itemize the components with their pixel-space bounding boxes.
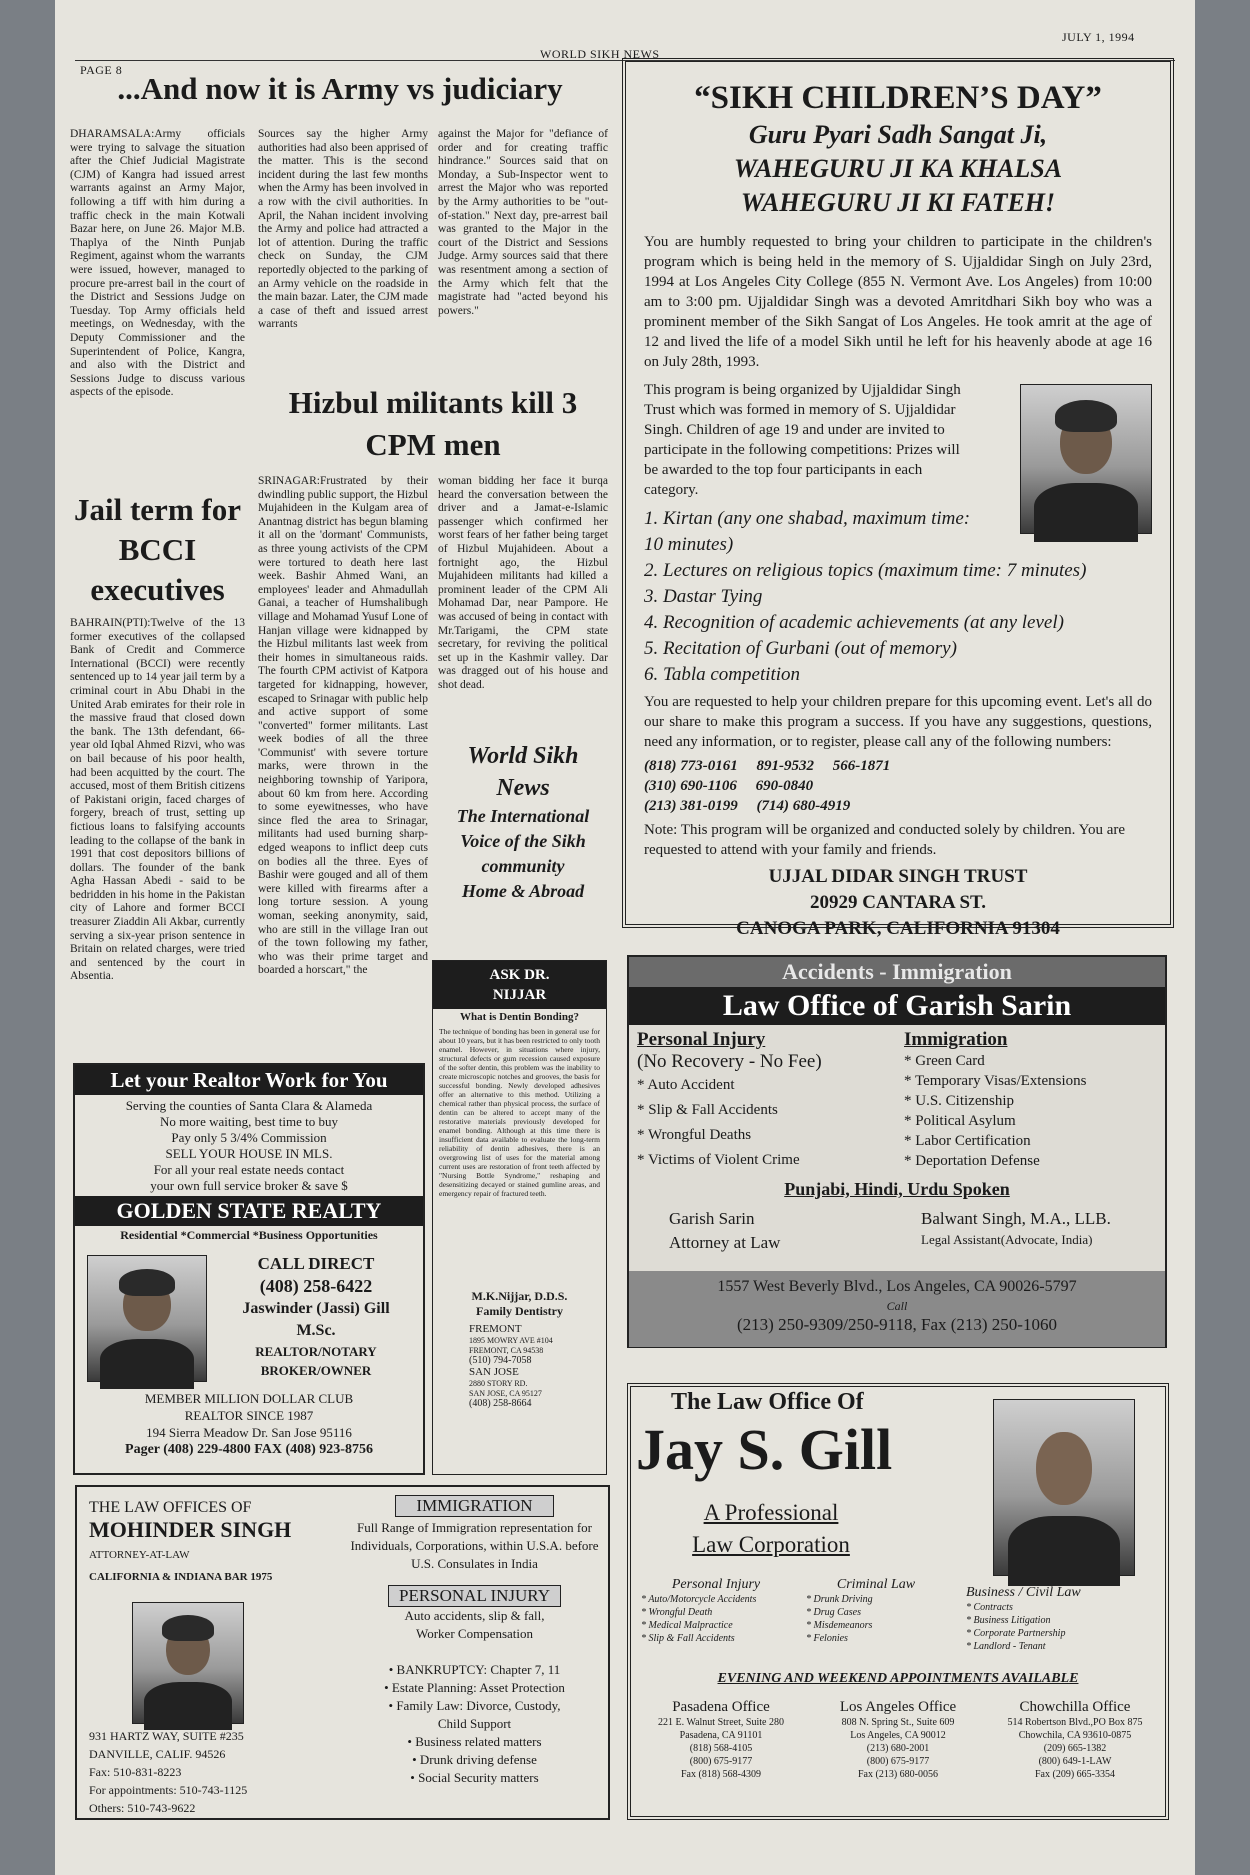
promo-line5: community — [481, 856, 565, 876]
phone-number: 690-0840 — [755, 778, 814, 794]
hizbul-headline: Hizbul militants kill 3 CPM men — [288, 385, 578, 462]
childrens-day-ad — [622, 58, 1174, 939]
sanjose-address1: 2880 STORY RD. — [469, 1379, 528, 1388]
nijjar-title2: NIJJAR — [492, 987, 547, 1003]
army-headline: ...And now it is Army vs judiciary — [117, 71, 563, 106]
sarin-im-item: * Temporary Visas/Extensions — [904, 1073, 1087, 1089]
ujjaldidar-photo — [1020, 384, 1152, 534]
mohinder-pi-text1: Auto accidents, slip & fall, — [404, 1608, 545, 1623]
office-address: 221 E. Walnut Street, Suite 280 — [658, 1717, 784, 1728]
office-city: Pasadena, CA 91101 — [679, 1730, 763, 1741]
realty-line: your own full service broker & save $ — [150, 1178, 348, 1193]
gill-bc-item: * Business Litigation — [966, 1615, 1051, 1626]
office-fax: Fax (209) 665-3354 — [1035, 1769, 1115, 1780]
sarin-pi-item: * Victims of Violent Crime — [637, 1152, 800, 1168]
sarin-pi-item: * Wrongful Deaths — [637, 1127, 752, 1143]
realty-line: Serving the counties of Santa Clara & Alameda — [125, 1098, 373, 1113]
office-fax: Fax (213) 680-0056 — [858, 1769, 938, 1780]
sarin-call: Call — [886, 1299, 908, 1313]
mohinder-firm2: MOHINDER SINGH — [89, 1517, 292, 1542]
mohinder-imm-head: IMMIGRATION — [395, 1495, 553, 1517]
sarin-im-head: Immigration — [904, 1029, 1008, 1050]
realty-call: CALL DIRECT — [257, 1254, 375, 1273]
trust-city: CANOGA PARK, CALIFORNIA 91304 — [736, 918, 1060, 939]
competition-item: 2. Lectures on religious topics (maximum time: 7 minutes) — [644, 560, 1087, 581]
gill-pi-item: * Wrongful Death — [641, 1607, 713, 1618]
gill-photo — [993, 1399, 1135, 1576]
office-phone: (213) 680-2001 — [866, 1743, 930, 1754]
gill-sub2: Law Corporation — [692, 1532, 850, 1557]
gill-bc-item: * Contracts — [966, 1602, 1013, 1613]
balwant-role: Legal Assistant(Advocate, India) — [921, 1232, 1093, 1247]
fremont-address2: FREMONT, CA 94538 — [469, 1346, 544, 1355]
sarin-im-item: * U.S. Citizenship — [904, 1093, 1015, 1109]
gill-top: The Law Office Of — [671, 1389, 864, 1415]
realty-since: REALTOR SINCE 1987 — [184, 1408, 314, 1423]
nijjar-question: What is Dentin Bonding? — [460, 1011, 579, 1023]
fremont-address1: 1895 MOWRY AVE #104 — [469, 1336, 553, 1345]
office-phone: (818) 568-4105 — [689, 1743, 753, 1754]
office-name: Los Angeles Office — [839, 1699, 957, 1715]
mohinder-others: Others: 510-743-9622 — [89, 1801, 196, 1815]
office-phone: (800) 675-9177 — [866, 1756, 930, 1767]
mohinder-appt: For appointments: 510-743-1125 — [89, 1783, 248, 1797]
gill-pi-item: * Medical Malpractice — [641, 1620, 733, 1631]
realty-phone: (408) 258-6422 — [259, 1276, 373, 1296]
sarin-pi-item: * Slip & Fall Accidents — [637, 1102, 778, 1118]
page-number: PAGE 8 — [80, 63, 123, 77]
realtor-role1: REALTOR/NOTARY — [255, 1344, 377, 1359]
gill-cl-head: Criminal Law — [836, 1577, 916, 1592]
mohinder-service: • Social Security matters — [410, 1770, 539, 1785]
competition-item: 3. Dastar Tying — [644, 586, 763, 607]
competition-item: 6. Tabla competition — [644, 664, 801, 685]
sarin-languages: Punjabi, Hindi, Urdu Spoken — [784, 1179, 1010, 1199]
phone-number: 566-1871 — [832, 758, 891, 774]
nijjar-text: The technique of bonding has been in general use for about 10 years, but it has been restricted to only tooth enamel. However, in situations where injury, structural defects or gum recession caused exposure of the softer dentin, this problem was the inability to create microscopic notches and grooves, the basis for successful bonding. Newly developed adhesives offer an alternative to this method. Utilizing a chemical rather than physical process, the surface of dentin can be altered to accept many of the restorative materials previously developed for enamel bonding. Although at this time there is insufficient data available to evaluate the long-term reliability of dentin adhesives, there is an overgrowing list of uses for the material among current uses are restoration of front teeth affected by "Nursing Bottle Syndrome," reshaping and desensitizing decayed or stained gumline areas, and emergency repair of fractured teeth. — [439, 1027, 601, 1198]
competition-item: 4. Recognition of academic achievements (at any level) — [644, 612, 1064, 633]
army-text-col2: Sources say the higher Army authorities had also been apprised of the matter. This is the second incident during the last few months when the Army has been involved in a row with the civil authorities. In April, the Nahan incident involving the Army and police had attracted a lot of attention. During the traffic check on Sunday, the CJM reportedly objected to the parking of an Army vehicle on the roadside in the main bazar. Later, the CJM made a case of theft and issued arrest warrants — [258, 128, 428, 331]
office-address: 514 Robertson Blvd.,PO Box 875 — [1007, 1717, 1143, 1728]
realty-club: MEMBER MILLION DOLLAR CLUB — [144, 1391, 354, 1406]
balwant-name: Balwant Singh, M.A., LLB. — [921, 1209, 1111, 1228]
sarin-phone: (213) 250-9309/250-9118, Fax (213) 250-1060 — [737, 1315, 1057, 1334]
mohinder-title: ATTORNEY-AT-LAW — [89, 1549, 190, 1561]
gill-pi-head: Personal Injury — [671, 1577, 761, 1592]
sanjose-label: SAN JOSE — [469, 1366, 519, 1378]
office-fax: Fax (818) 568-4309 — [681, 1769, 761, 1780]
realty-company: GOLDEN STATE REALTY — [75, 1196, 423, 1226]
mohinder-bar: CALIFORNIA & INDIANA BAR 1975 — [89, 1571, 273, 1583]
nijjar-title1: ASK DR. — [489, 967, 550, 983]
phone-number: (714) 680-4919 — [756, 798, 851, 814]
office-name: Pasadena Office — [672, 1699, 770, 1715]
promo-line2: News — [496, 775, 550, 801]
trust-name: UJJAL DIDAR SINGH TRUST — [768, 866, 1028, 887]
mohinder-fax: Fax: 510-831-8223 — [89, 1765, 182, 1779]
promo-line3: The International — [456, 806, 590, 826]
realtor-role2: BROKER/OWNER — [260, 1363, 372, 1378]
gill-pi-item: * Slip & Fall Accidents — [641, 1633, 735, 1644]
childrens-day-title: “SIKH CHILDREN’S DAY” — [694, 80, 1102, 116]
gill-cl-item: * Felonies — [806, 1633, 848, 1644]
trust-street: 20929 CANTARA ST. — [809, 892, 987, 913]
phone-number: 891-9532 — [756, 758, 814, 774]
gill-cl-item: * Drunk Driving — [806, 1594, 873, 1605]
realtor-degree: M.Sc. — [296, 1322, 336, 1339]
gill-ad — [627, 1383, 1169, 1820]
promo-line1: World Sikh — [467, 743, 579, 769]
phone-number: (213) 381-0199 — [644, 798, 738, 814]
sarin-banner: Accidents - Immigration — [629, 957, 1165, 987]
office-name: Chowchilla Office — [1019, 1699, 1131, 1715]
sarin-title: Law Office of Garish Sarin — [629, 987, 1165, 1025]
realty-services: Residential *Commercial *Business Opportunities — [120, 1228, 378, 1242]
sanjose-phone: (408) 258-8664 — [469, 1398, 532, 1409]
issue-date: JULY 1, 1994 — [1062, 30, 1135, 44]
realty-line: SELL YOUR HOUSE IN MLS. — [165, 1146, 333, 1161]
sarin-pi-head: Personal Injury — [637, 1029, 766, 1050]
sarin-address: 1557 West Beverly Blvd., Los Angeles, CA 90026-5797 — [717, 1278, 1077, 1295]
gill-office-pasadena — [636, 1699, 806, 1781]
realty-line: For all your real estate needs contact — [153, 1162, 345, 1177]
realty-banner: Let your Realtor Work for You — [75, 1065, 423, 1095]
mohinder-addr1: 931 HARTZ WAY, SUITE #235 — [89, 1729, 244, 1743]
mohinder-photo — [132, 1602, 244, 1724]
paper-name: WORLD SIKH NEWS — [540, 47, 660, 61]
office-address: 808 N. Spring St., Suite 609 — [841, 1717, 955, 1728]
mohinder-service: • BANKRUPTCY: Chapter 7, 11 — [388, 1662, 561, 1677]
realtor-name: Jaswinder (Jassi) Gill — [242, 1300, 390, 1317]
nijjar-doctor: M.K.Nijjar, D.D.S. — [471, 1289, 568, 1303]
mohinder-service: • Estate Planning: Asset Protection — [384, 1680, 565, 1695]
competition-item: 5. Recitation of Gurbani (out of memory) — [644, 638, 957, 659]
sarin-ad — [627, 955, 1167, 1348]
mohinder-service: • Family Law: Divorce, Custody, — [388, 1698, 561, 1713]
phone-number: (818) 773-0161 — [644, 758, 738, 774]
realty-ad — [73, 1063, 425, 1475]
sarin-pi-item: * Auto Accident — [637, 1077, 735, 1093]
childrens-day-organized: This program is being organized by Ujjaldidar Singh Trust which was formed in memory of S. Ujjaldidar Singh. Children of age 19 and under are invited to participate in the following competitions: Prizes will be awarded to the top four participants in each category. — [644, 382, 961, 498]
phone-number: (310) 690-1106 — [644, 778, 737, 794]
gill-pi-item: * Auto/Motorcycle Accidents — [641, 1594, 757, 1605]
sarin-name: Garish Sarin — [669, 1209, 755, 1228]
gill-cl-item: * Misdemeanors — [806, 1620, 873, 1631]
sarin-im-item: * Deportation Defense — [904, 1153, 1040, 1169]
greeting-1: Guru Pyari Sadh Sangat Ji, — [748, 120, 1048, 149]
gill-sub1: A Professional — [703, 1500, 839, 1525]
gill-name: Jay S. Gill — [636, 1417, 893, 1482]
mohinder-pi-head: PERSONAL INJURY — [388, 1585, 561, 1607]
competition-item: 1. Kirtan (any one shabad, maximum time: 10 minutes) — [644, 508, 971, 555]
mohinder-firm1: THE LAW OFFICES OF — [89, 1499, 252, 1516]
greeting-2: WAHEGURU JI KA KHALSA — [733, 154, 1063, 183]
gill-bc-item: * Corporate Partnership — [966, 1628, 1066, 1639]
gill-bc-head: Business / Civil Law — [966, 1585, 1081, 1600]
mohinder-service: • Drunk driving defense — [412, 1752, 537, 1767]
gill-office-la — [813, 1699, 983, 1781]
gill-office-chowchilla — [990, 1699, 1160, 1781]
office-city: Los Angeles, CA 90012 — [850, 1730, 946, 1741]
mohinder-ad — [75, 1485, 610, 1820]
realty-line: Pay only 5 3/4% Commission — [171, 1130, 327, 1145]
office-city: Chowchila, CA 93610-0875 — [1018, 1730, 1132, 1741]
promo-line6: Home & Abroad — [461, 881, 585, 901]
sarin-contact-bar — [629, 1271, 1165, 1347]
sarin-role: Attorney at Law — [669, 1233, 781, 1252]
jail-text: BAHRAIN(PTI):Twelve of the 13 former executives of the collapsed Bank of Credit and Commerce International (BCCI) were recently sentenced up to 14 year jail term by a criminal court in Abu Dhabi in the United Arab emirates for their role in the massive fraud that closed down the bank. The 13th defendant, 66-year old Iqbal Ahmed Rizvi, who was on bail because of his poor health, had been acquitted by the court. The accused, most of them British citizens of Pakistani origin, faced charges of forgery, breach of trust, setting up fictious loans to falsifying accounts leading to the collapse of the bank in 1991 that cost depositors billions of dollars. The founder of the bank Agha Hassan Abedi - said to be bedridden in his home in the Pakistan city of Lahore and former BCCI treasurer Ziaddin Ali Akbar, currently serving a six-year prison sentence in Britain on related charges, were tried and sentenced by the court in Absentia. — [70, 617, 246, 983]
office-phone: (209) 665-1382 — [1043, 1743, 1107, 1754]
office-phone: (800) 649-1-LAW — [1038, 1756, 1112, 1767]
nijjar-column — [432, 960, 607, 1475]
greeting-3: WAHEGURU JI KI FATEH! — [740, 188, 1056, 217]
sanjose-address2: SAN JOSE, CA 95127 — [469, 1389, 542, 1398]
promo-line4: Voice of the Sikh — [460, 831, 586, 851]
sarin-im-item: * Green Card — [904, 1053, 985, 1069]
army-text-col3: against the Major for "defiance of order and for creating traffic hindrance." Sources said that on Monday, a Sub-Inspector went to arrest the Major who was reported by the Army authorities to be "out-of-station." Next day, pre-arrest bail was granted to the Major in the court of the District and Sessions Judge. Army sources said that there was resentment among a section of the Army which felt that the magistrate had "acted beyond his powers." — [438, 128, 608, 317]
hizbul-text-col2: woman bidding her face it burqa heard the conversation between the driver and a Jamat-e-Islamic passenger which confirmed her worst fears of her father being target of Hizbul Mujahideen. About a fortnight ago, the Hizbul Mujahideen militants had killed a prominent leader of the CPM Ali Mohamad Dar, near Pampore. He was accused of being in contact with Mr.Tarigami, the CPM state secretary, for reviving the political set up in the Kashmir valley. Dar was dragged out of his house and shot dead. — [438, 475, 608, 691]
mohinder-addr2: DANVILLE, CALIF. 94526 — [89, 1747, 226, 1761]
sarin-im-item: * Labor Certification — [904, 1133, 1031, 1149]
realtor-photo — [87, 1255, 207, 1382]
realty-pager: Pager (408) 229-4800 FAX (408) 923-8756 — [125, 1442, 373, 1457]
childrens-day-intro: You are humbly requested to bring your children to participate in the children's program which is being held in the memory of S. Ujjaldidar Singh on July 23rd, 1994 at Los Angeles City College (855 N. Vermont Ave. Los Angeles) from 10:00 am to 3:00 pm. Ujjaldidar Singh was a devoted Amritdhari Sikh boy who was a prominent member of the Sikh Sangat of Los Angeles. He took amrit at the age of 12 and lived the life of a model Sikh until he left for his heavenly abode at age 16 on July 28th, 1993. — [644, 234, 1152, 370]
mohinder-pi-text2: Worker Compensation — [415, 1626, 533, 1641]
childrens-day-note: Note: This program will be organized and conducted solely by children. You are requested to attend with your family and friends. — [644, 822, 1126, 858]
hizbul-text-col1: SRINAGAR:Frustrated by their dwindling public support, the Hizbul Mujahideen in the Kulgam area of Anantnag district has begun blaming it all on the 'dormant' Communists, as three young activists of the CPM were tortured to death here last week. Bashir Ahmed Wani, an employees' leader and Ahmadullah Ganai, a teacher of Humshalibugh village and Mohamad Yusuf Lone of Hanjan village were kidnapped by the Hizbul militants last week from their homes in simultaneous raids. The fourth CPM activist of Katpora targeted for kidnapping, however, escaped to Srinagar with public help and active support of some "converted" former militants. Last week bodies of all the three 'Communist' with severe torture marks, were thrown in the neighboring township of Yaripora, about 60 km from here. According to some eyewitnesses, who have since fled the area to Srinagar, militants had used burning sharp-edged weapons to inflict deep cuts on bodies all the three. Eyes of Bashir were gouged and all of them were killed with firearms after a long torture session. A young woman, seeking anonymity, said, who are still in the village Iran out of the town following my father, who was their prime target and boarded a horscart," the — [258, 475, 428, 977]
realty-line: No more waiting, best time to buy — [159, 1114, 338, 1129]
mohinder-service: • Business related matters — [407, 1734, 542, 1749]
nijjar-practice: Family Dentistry — [476, 1304, 563, 1318]
childrens-day-help: You are requested to help your children prepare for this upcoming event. Let's all do our share to make this program a success. If you have any suggestions, questions, need any information, or to register, please call any of the following numbers: — [644, 694, 1152, 750]
mohinder-service: Child Support — [437, 1716, 512, 1731]
fremont-phone: (510) 794-7058 — [469, 1355, 532, 1366]
gill-evening: EVENING AND WEEKEND APPOINTMENTS AVAILABLE — [717, 1671, 1079, 1686]
gill-bc-item: * Landlord - Tenant — [966, 1641, 1046, 1652]
office-phone: (800) 675-9177 — [689, 1756, 753, 1767]
contact-phones — [644, 756, 1152, 816]
gill-cl-item: * Drug Cases — [806, 1607, 862, 1618]
mohinder-imm-text: Full Range of Immigration representation for Individuals, Corporations, within U.S.A. before U.S. Consulates in India — [350, 1520, 599, 1571]
realty-address: 194 Sierra Meadow Dr. San Jose 95116 — [146, 1425, 352, 1440]
fremont-label: FREMONT — [469, 1323, 522, 1335]
army-text-col1: DHARAMSALA:Army officials were trying to salvage the situation after the Chief Judicial Magistrate (CJM) of Kangra had issued arrest warrants against an Army Major, following a tiff with him during a traffic check in the main Kotwali Bazar here, on June 26. Major M.B. Thaplya of the Ninth Punjab Regiment, against whom the warrants were issued, however, managed to procure pre-arrest bail in the court of the District and Sessions Judge on Tuesday. Top Army officials held meetings, on Wednesday, with the Deputy Commissioner and the Superintendent of Police, Kangra, and also with the District and Sessions Judge to discuss various aspects of the episode. — [70, 128, 245, 399]
sarin-pi-sub: (No Recovery - No Fee) — [637, 1051, 822, 1072]
sarin-im-item: * Political Asylum — [904, 1113, 1016, 1129]
newspaper-page — [55, 0, 1195, 1875]
jail-headline: Jail term for BCCI executives — [74, 492, 241, 607]
